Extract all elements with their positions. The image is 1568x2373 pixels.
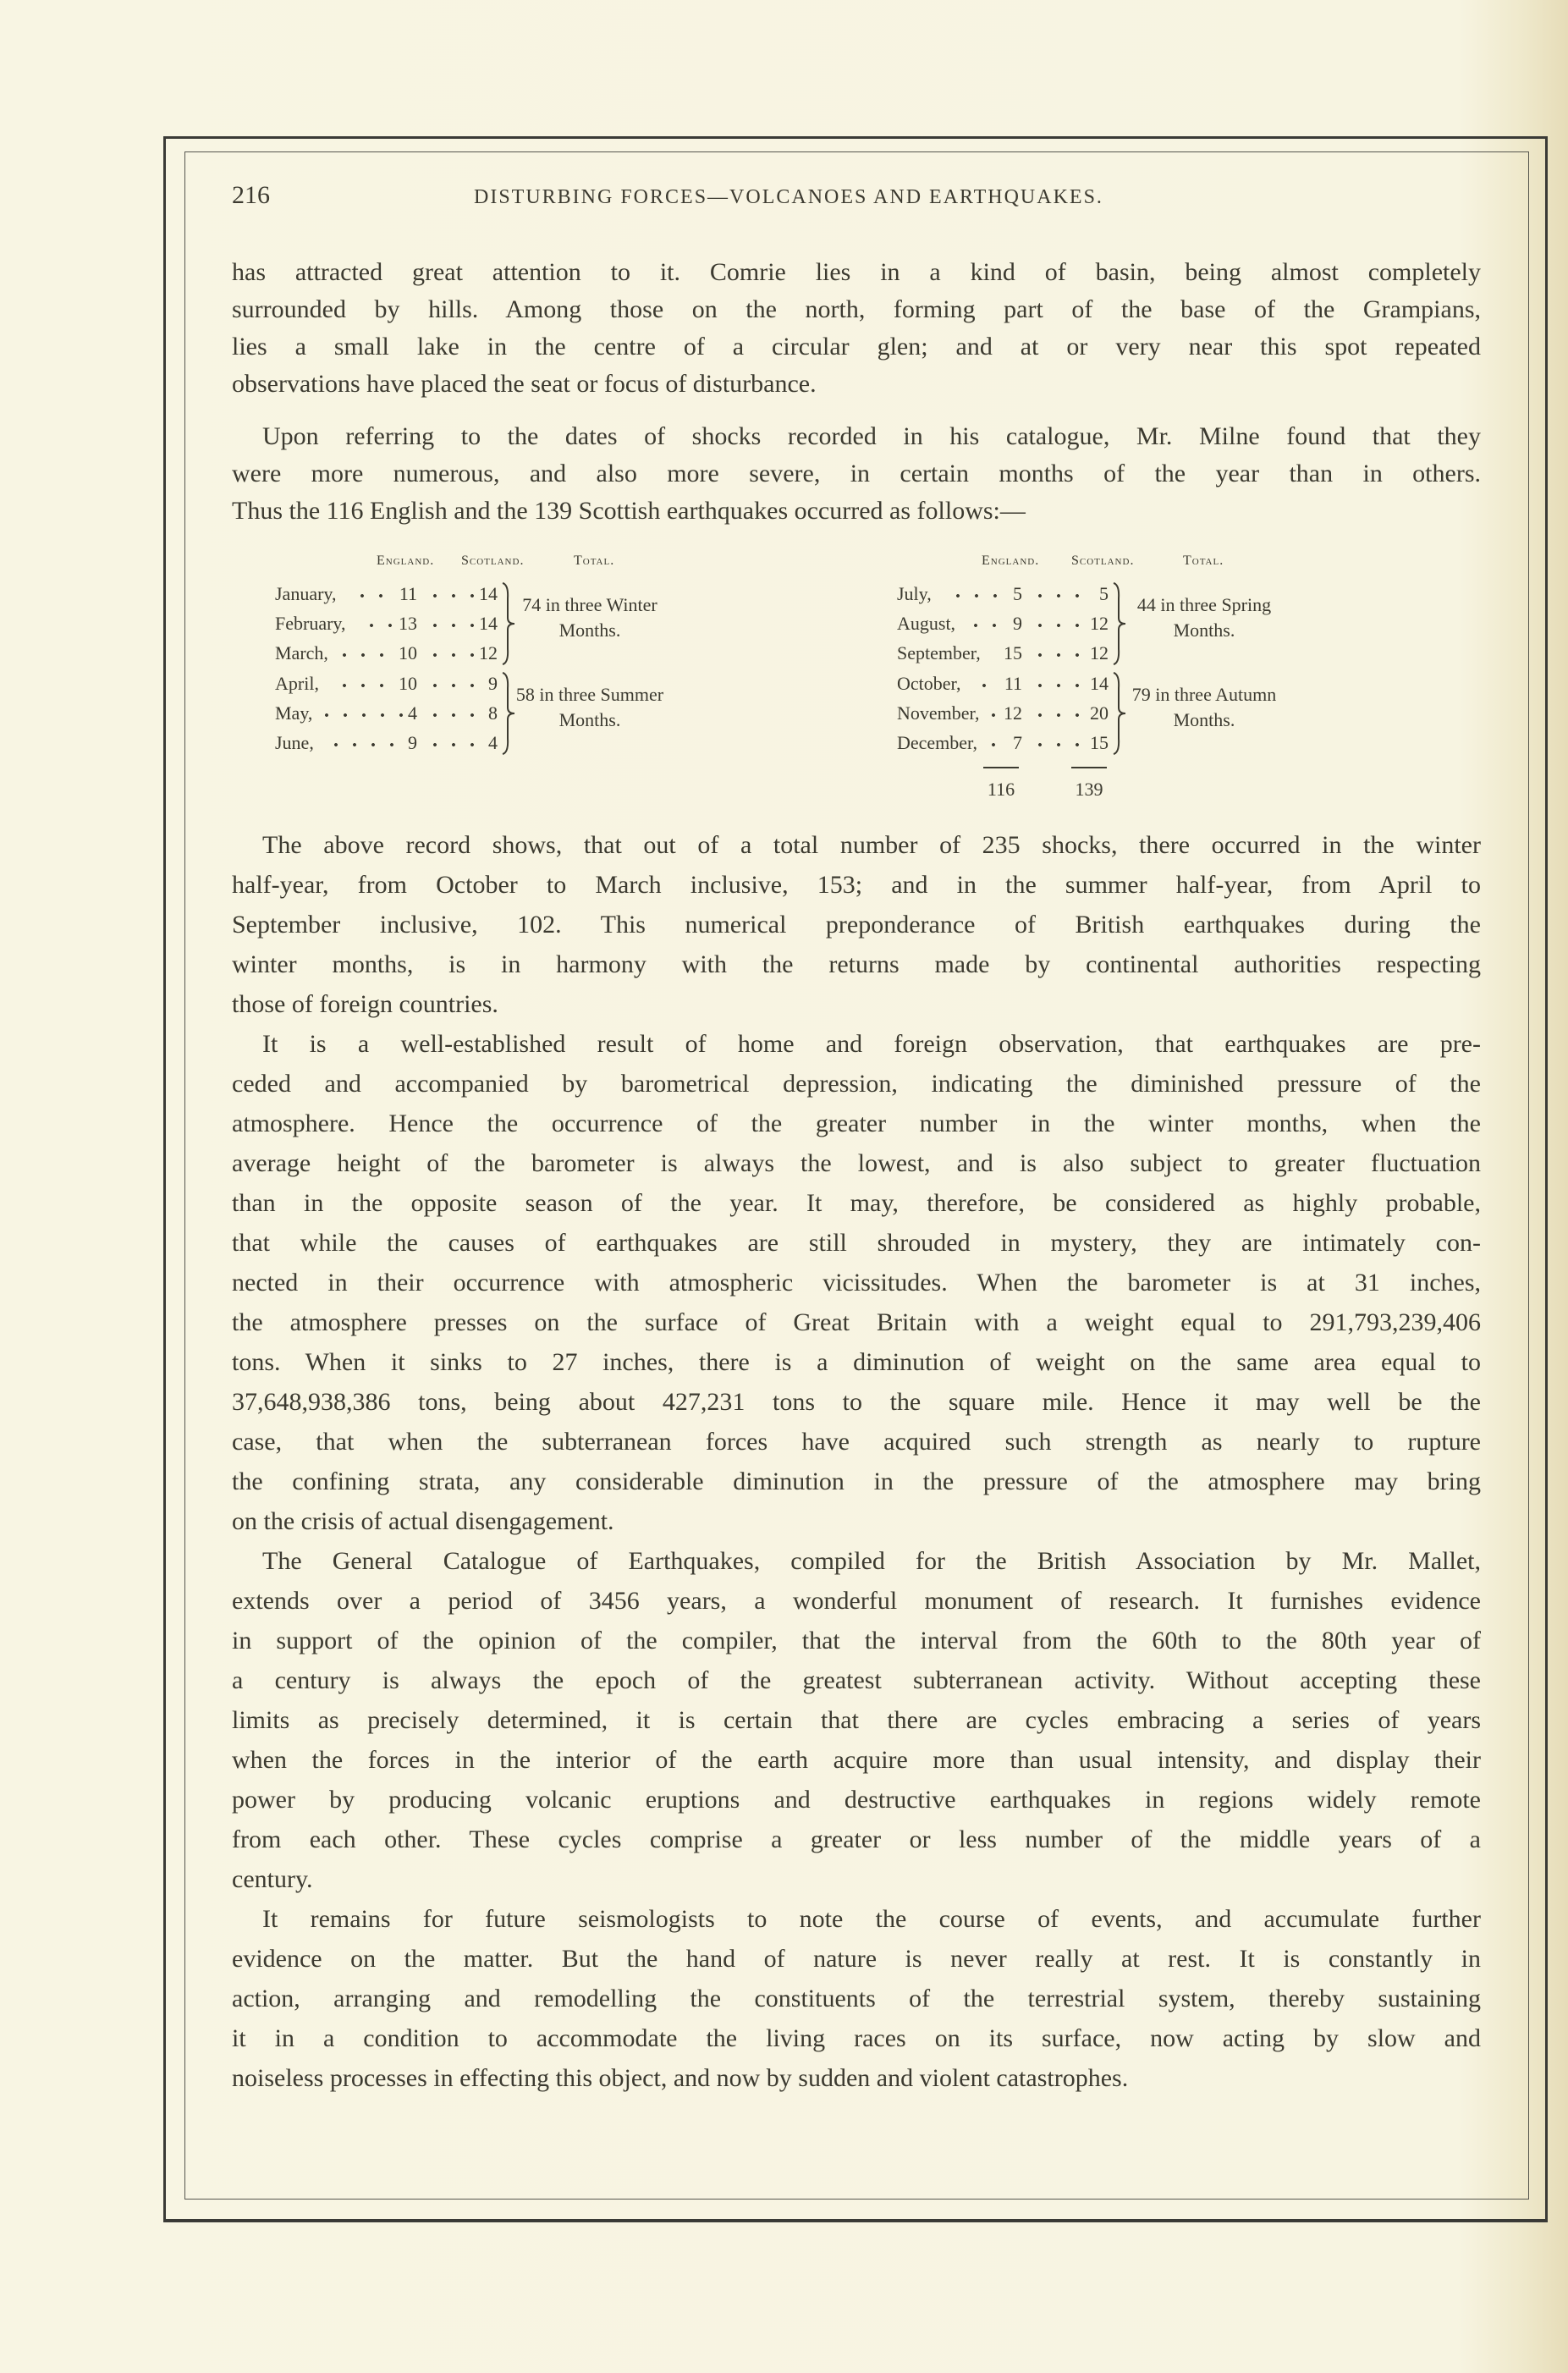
text-line: tons. When it sinks to 27 inches, there is a diminution of weight on the same area equal to xyxy=(232,1348,1481,1376)
text-line: observations have placed the seat or focus of disturbance. xyxy=(232,370,817,398)
month-label: February, xyxy=(275,613,346,634)
text-line: half-year, from October to March inclusive, 153; and in the summer half-year, from April to xyxy=(232,871,1481,899)
england-count: 10 xyxy=(399,673,417,694)
text-line: has attracted great attention to it. Comrie lies in a kind of basin, being almost completely xyxy=(232,258,1481,286)
scotland-count: 14 xyxy=(479,613,498,634)
body-text xyxy=(232,825,1481,2098)
dot-leader xyxy=(327,729,404,757)
scotland-count: 12 xyxy=(1090,613,1109,634)
text-line: the confining strata, any considerable diminution in the pressure of the atmosphere may bring xyxy=(232,1467,1481,1495)
dot-leader xyxy=(975,669,999,698)
england-count: 13 xyxy=(399,613,417,634)
text-line: The above record shows, that out of a total number of 235 shocks, there occurred in the winter xyxy=(262,831,1481,859)
dot-leader xyxy=(353,580,393,608)
month-label: January, xyxy=(275,583,337,604)
scotland-count: 4 xyxy=(488,732,498,753)
text-line: were more numerous, and also more severe, in certain months of the year than in others. xyxy=(232,460,1481,487)
england-count: 9 xyxy=(1013,613,1022,634)
paragraph xyxy=(232,1541,1481,1899)
text-line: lies a small lake in the centre of a circular glen; and at or very near this spot repeated xyxy=(232,333,1481,361)
text-line: September inclusive, 102. This numerical preponderance of British earthquakes during the xyxy=(232,911,1481,939)
dot-leader xyxy=(426,580,474,608)
scotland-count: 12 xyxy=(1090,642,1109,663)
month-label: December, xyxy=(897,732,978,753)
text-line: when the forces in the interior of the earth acquire more than usual intensity, and display their xyxy=(232,1746,1481,1774)
month-label: April, xyxy=(275,673,319,694)
month-label: May, xyxy=(275,702,313,724)
text-line: century. xyxy=(232,1865,313,1893)
group-total-line2: Months. xyxy=(1173,709,1235,730)
dot-leader xyxy=(1031,729,1085,757)
text-line: The General Catalogue of Earthquakes, compiled for the British Association by Mr. Mallet, xyxy=(262,1547,1481,1575)
england-count: 4 xyxy=(408,702,417,724)
text-line: on the crisis of actual disengagement. xyxy=(232,1507,614,1535)
page-number: 216 xyxy=(232,181,270,209)
sum-rule xyxy=(983,767,1019,768)
group-total-line1: 44 in three Spring xyxy=(1136,594,1272,615)
dot-leader xyxy=(335,669,393,698)
text-line: the atmosphere presses on the surface of Great Britain with a weight equal to 291,793,239,406 xyxy=(232,1308,1481,1336)
dot-leader xyxy=(1031,580,1094,608)
running-title: DISTURBING FORCES—VOLCANOES AND EARTHQUAKES. xyxy=(474,186,1103,208)
text-line: evidence on the matter. But the hand of nature is never really at rest. It is constantly in xyxy=(232,1945,1481,1973)
group-total-line2: Months. xyxy=(1173,619,1235,641)
text-line: those of foreign countries. xyxy=(232,990,498,1018)
column-header: Total. xyxy=(1183,553,1224,568)
scotland-count: 15 xyxy=(1090,732,1109,753)
england-count: 9 xyxy=(408,732,417,753)
text-line: it in a condition to accommodate the living races on its surface, now acting by slow and xyxy=(232,2024,1481,2052)
group-total-line2: Months. xyxy=(558,619,621,641)
dot-leader xyxy=(426,669,483,698)
dot-leader xyxy=(984,729,1009,757)
scotland-count: 9 xyxy=(488,673,498,694)
england-count: 15 xyxy=(1004,642,1022,663)
text-line: noiseless processes in effecting this object, and now by sudden and violent catastrophes. xyxy=(232,2064,1129,2092)
scotland-count: 12 xyxy=(479,642,498,663)
dot-leader xyxy=(335,639,393,668)
scotland-count: 5 xyxy=(1099,583,1109,604)
group-total-line1: 79 in three Autumn xyxy=(1131,684,1277,705)
text-line: winter months, is in harmony with the returns made by continental authorities respecting xyxy=(232,950,1481,978)
scotland-count: 20 xyxy=(1090,702,1109,724)
text-line: Upon referring to the dates of shocks recorded in his catalogue, Mr. Milne found that they xyxy=(262,422,1481,450)
text-line: a century is always the epoch of the greatest subterranean activity. Without accepting these xyxy=(232,1666,1481,1694)
text-line: than in the opposite season of the year. It may, therefore, be considered as highly probable, xyxy=(232,1189,1481,1217)
text-line: It remains for future seismologists to note the course of events, and accumulate further xyxy=(262,1905,1481,1933)
text-line: ceded and accompanied by barometrical depression, indicating the diminished pressure of the xyxy=(232,1070,1481,1098)
scotland-count: 8 xyxy=(488,702,498,724)
month-label: August, xyxy=(897,613,956,634)
month-label: March, xyxy=(275,642,328,663)
intro-text xyxy=(232,254,1481,530)
text-line: action, arranging and remodelling the constituents of the terrestrial system, thereby sustaining xyxy=(232,1985,1481,2012)
text-line: surrounded by hills. Among those on the north, forming part of the base of the Grampians, xyxy=(232,295,1481,323)
group-total-line2: Months. xyxy=(558,709,621,730)
group-total-line1: 74 in three Winter xyxy=(522,594,657,615)
paragraph xyxy=(232,825,1481,1024)
dot-leader xyxy=(1031,639,1085,668)
dot-leader xyxy=(426,609,474,638)
text-line: power by producing volcanic eruptions and destructive earthquakes in regions widely remote xyxy=(232,1786,1481,1814)
column-header: Scotland. xyxy=(1071,553,1135,568)
scotland-count: 14 xyxy=(1090,673,1109,694)
column-header: England. xyxy=(982,553,1040,568)
england-count: 11 xyxy=(1004,673,1022,694)
dot-leader xyxy=(362,609,394,638)
text-line: 37,648,938,386 tons, being about 427,231 tons to the square mile. Hence it may well be the xyxy=(232,1388,1481,1416)
text-line: from each other. These cycles comprise a greater or less number of the middle years of a xyxy=(232,1825,1481,1853)
dot-leader xyxy=(966,609,1009,638)
england-count: 12 xyxy=(1004,702,1022,724)
england-total: 116 xyxy=(987,779,1015,800)
dot-leader xyxy=(426,729,483,757)
paragraph xyxy=(232,418,1481,530)
england-count: 11 xyxy=(399,583,417,604)
dot-leader xyxy=(426,699,483,728)
column-header: Total. xyxy=(574,553,615,568)
month-label: June, xyxy=(275,732,314,753)
paragraph xyxy=(232,1024,1481,1541)
paragraph xyxy=(232,1899,1481,2098)
dot-leader xyxy=(1031,669,1085,698)
england-count: 10 xyxy=(399,642,417,663)
text-line: Thus the 116 English and the 139 Scottish earthquakes occurred as follows:— xyxy=(232,497,1026,525)
dot-leader xyxy=(1031,699,1085,728)
text-line: that while the causes of earthquakes are still shrouded in mystery, they are intimately con- xyxy=(232,1229,1481,1257)
text-line: It is a well-established result of home and foreign observation, that earthquakes are pre- xyxy=(262,1030,1481,1058)
group-total-line1: 58 in three Summer xyxy=(515,684,664,705)
text-line: average height of the barometer is always the lowest, and is also subject to greater fluctuation xyxy=(232,1149,1481,1177)
text-line: case, that when the subterranean forces have acquired such strength as nearly to rupture xyxy=(232,1428,1481,1456)
dot-leader xyxy=(949,580,1009,608)
text-line: atmosphere. Hence the occurrence of the greater number in the winter months, when the xyxy=(232,1109,1481,1137)
england-count: 5 xyxy=(1013,583,1022,604)
column-header: England. xyxy=(377,553,435,568)
paragraph xyxy=(232,254,1481,403)
text-line: in support of the opinion of the compiler, that the interval from the 60th to the 80th year of xyxy=(232,1627,1481,1654)
england-count: 7 xyxy=(1013,732,1022,753)
month-label: July, xyxy=(897,583,932,604)
month-label: November, xyxy=(897,702,980,724)
dot-leader xyxy=(984,699,999,728)
dot-leader xyxy=(426,639,474,668)
dot-leader xyxy=(317,699,403,728)
text-line: nected in their occurrence with atmospheric vicissitudes. When the barometer is at 31 inches, xyxy=(232,1269,1481,1297)
sum-rule xyxy=(1071,767,1107,768)
text-line: limits as precisely determined, it is certain that there are cycles embracing a series of years xyxy=(232,1706,1481,1734)
scotland-count: 14 xyxy=(479,583,498,604)
scotland-total: 139 xyxy=(1075,779,1103,800)
text-line: extends over a period of 3456 years, a wonderful monument of research. It furnishes evidence xyxy=(232,1587,1481,1615)
column-header: Scotland. xyxy=(461,553,525,568)
month-label: October, xyxy=(897,673,961,694)
dot-leader xyxy=(1031,609,1085,638)
month-label: September, xyxy=(897,642,981,663)
